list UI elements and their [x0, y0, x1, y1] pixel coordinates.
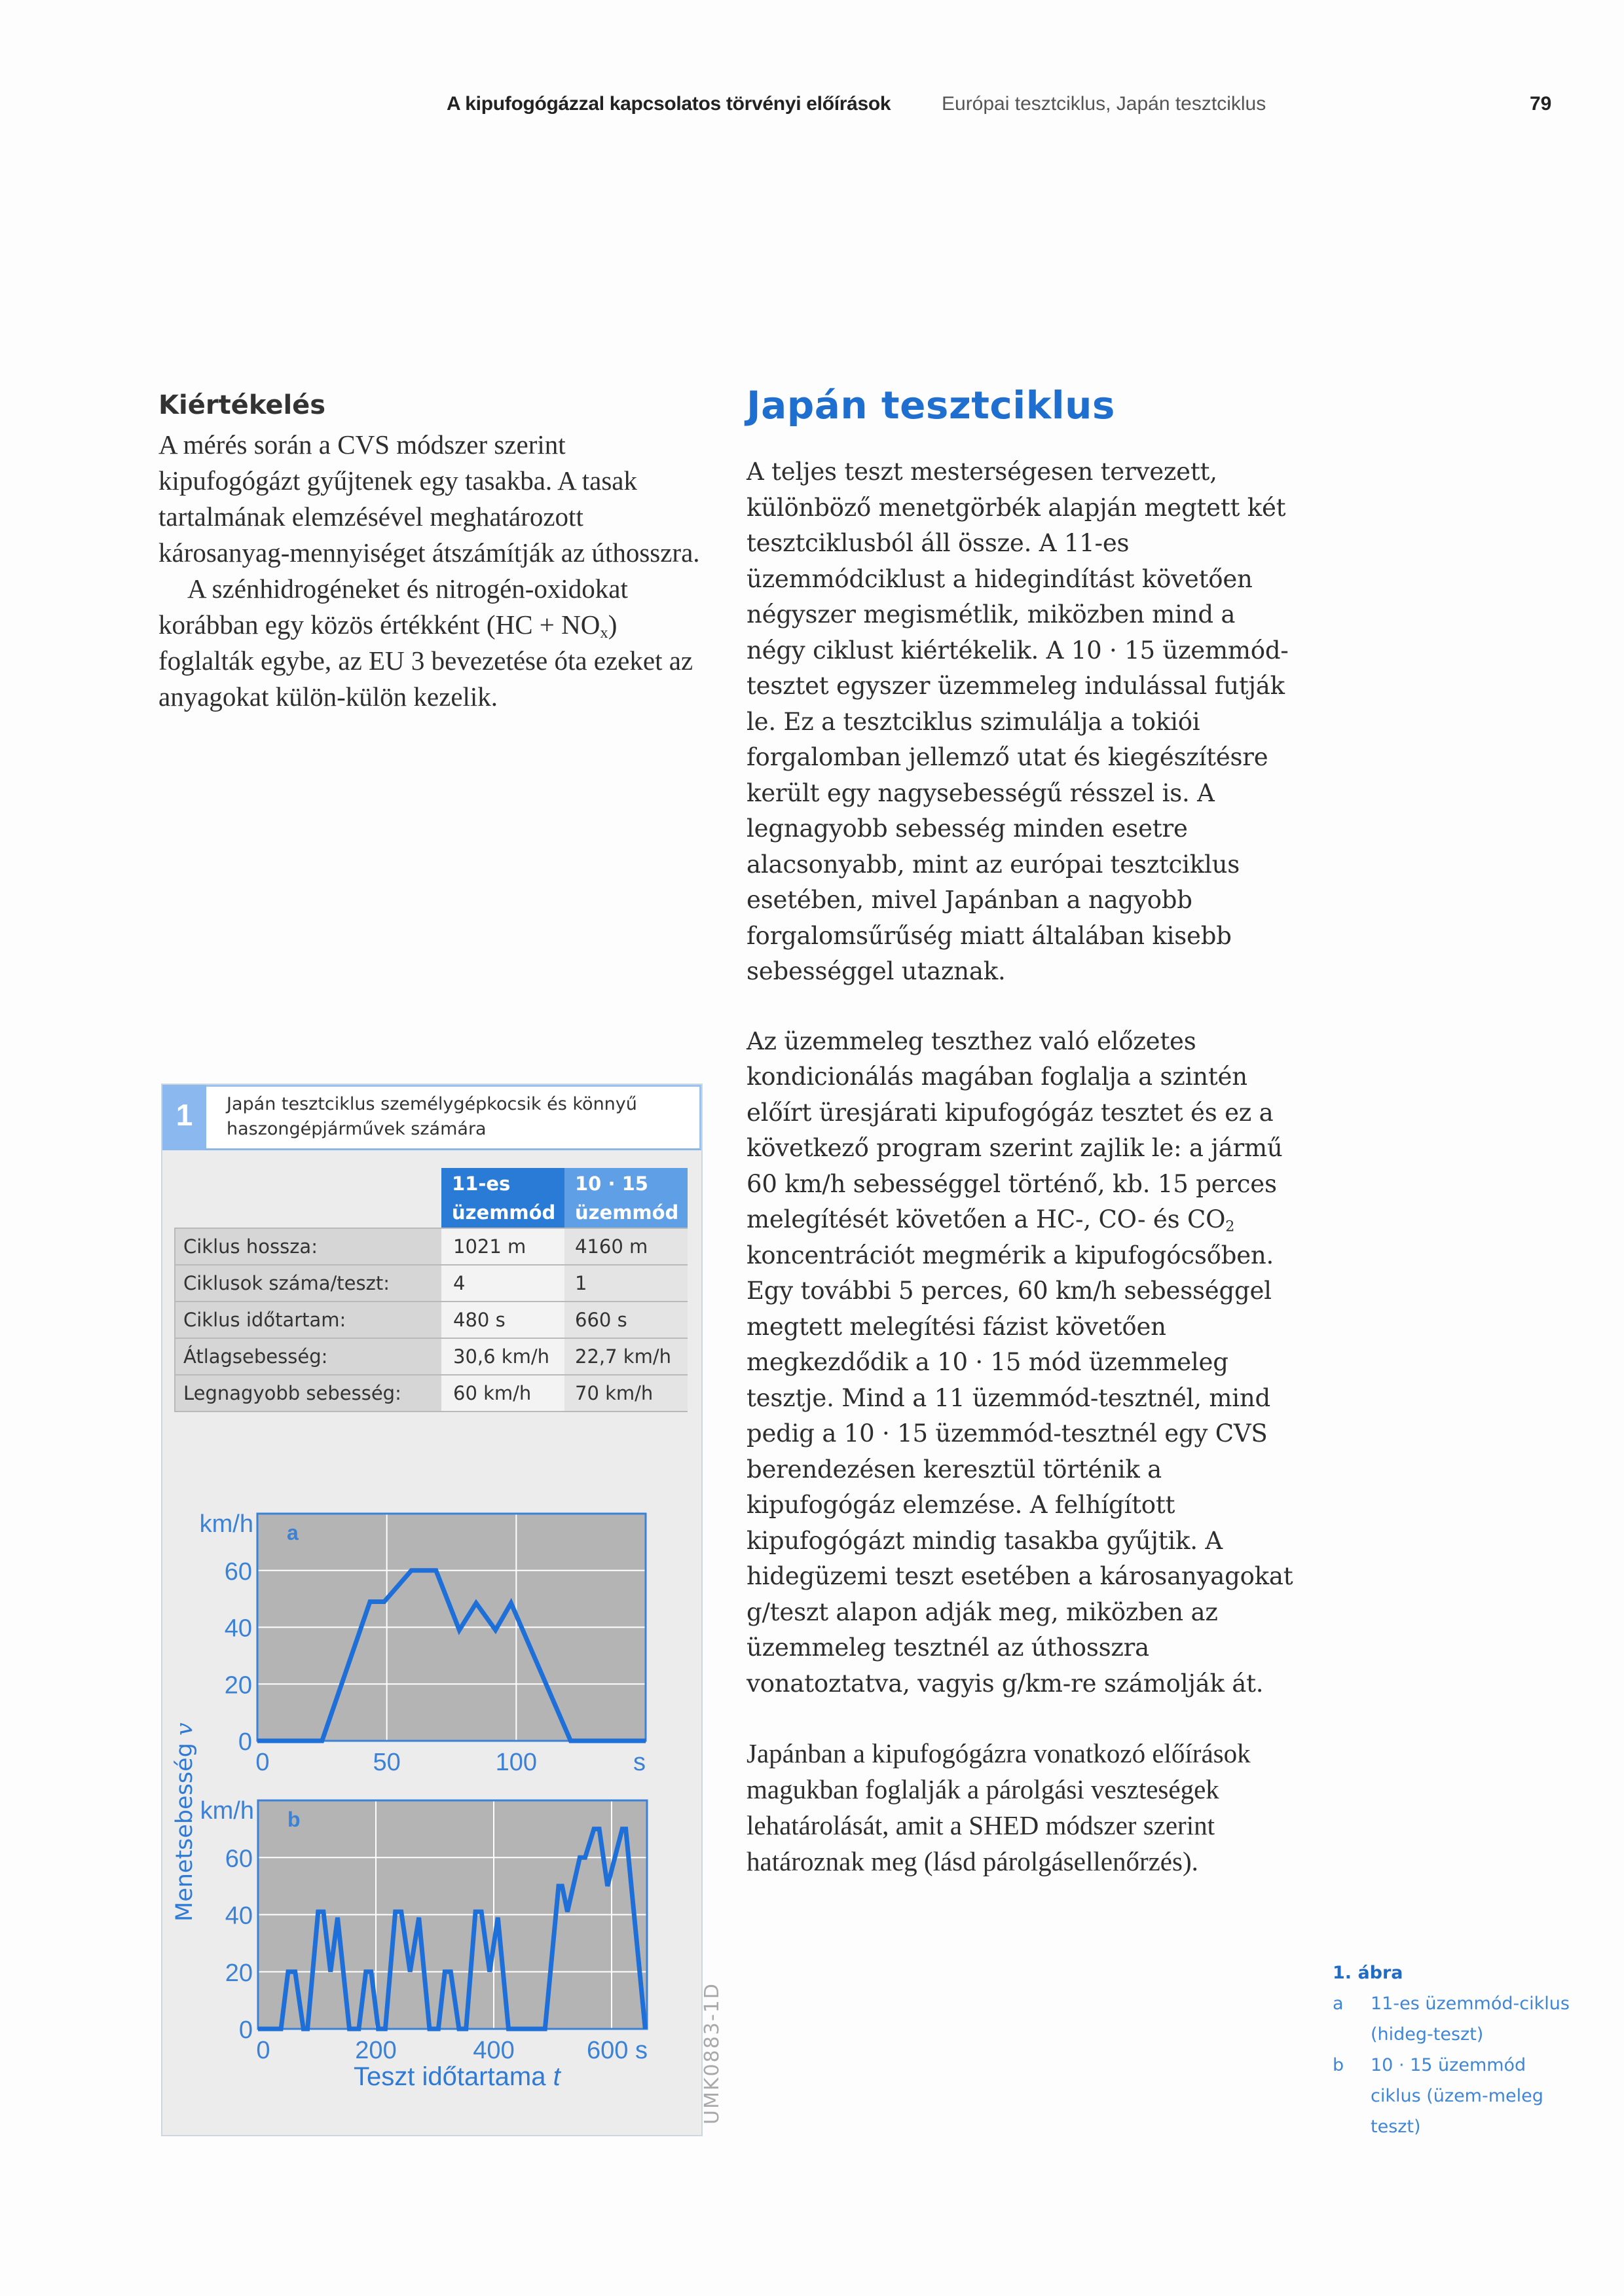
x-tick-label: 0 [256, 2037, 270, 2064]
y-tick-label: 0 [238, 1728, 252, 1756]
row-label: Ciklus hossza: [175, 1228, 441, 1265]
x-tick-label: 600 s [587, 2037, 648, 2064]
x-tick-label: 0 [255, 1749, 270, 1776]
panel-label: b [287, 1808, 301, 1831]
row-label: Ciklus időtartam: [175, 1302, 441, 1338]
caption-item-a [1333, 1988, 1581, 2050]
section-title-japan-tesztciklus: Japán tesztciklus [747, 383, 1115, 428]
paragraph-text: A szénhidrogéneket és nitrogén-oxidokat korábban egy közös értékként (HC + NO [158, 574, 628, 640]
right-column [747, 380, 1300, 1880]
caption-item-b [1333, 2050, 1581, 2142]
y-unit-label: km/h [200, 1797, 254, 1825]
section-heading-kiertekeles: Kiértékelés [158, 390, 326, 420]
left-column [158, 388, 702, 715]
y-tick-label: 40 [225, 1902, 253, 1930]
speed-charts [162, 1085, 704, 2138]
value-11-mode: 4 [441, 1265, 564, 1302]
value-11-mode: 30,6 km/h [441, 1338, 564, 1375]
paragraph-text: koncentrációt megmérik a kipufogócsőben. Egy további 5 perces, 60 km/h sebességgel megtett melegítési fázist követően megkezdődik a 10 · 15 mód üzemmeleg tesztje. Mind a 11 üzemmód-tesztnél, mind pedig a 10 · 15 üzemmód-tesztnél egy CVS berendezésen keresztül történik a kipufogógáz elemzése. A felhígított kipufogógázt mindig tasakba gyűjtik. A hidegüzemi teszt esetében a károsanyagokat g/teszt alapon adják meg, miközben az üzemmeleg tesztnél az úthosszra vonatoztatva, vagyis g/km-re számolják át. [747, 1241, 1293, 1698]
subscript: 2 [1225, 1218, 1235, 1235]
figure-number: 1 [162, 1085, 206, 1150]
x-tick-label: 100 [495, 1749, 538, 1776]
paragraph [747, 1024, 1300, 1702]
paragraph: Japánban a kipufogógázra vonatkozó előírások magukban foglalják a párolgási veszteségek lehatárolását, amit a SHED módszer szerint határoznak meg (lásd párolgásellenőrzés). [747, 1738, 1251, 1876]
x-axis-symbol: t [553, 2062, 561, 2091]
y-tick-label: 60 [224, 1558, 252, 1586]
value-11-mode: 1021 m [441, 1228, 564, 1265]
row-label: Átlagsebesség: [175, 1338, 441, 1375]
value-10-15-mode: 4160 m [564, 1228, 688, 1265]
y-axis-symbol: v [172, 1722, 198, 1736]
y-tick-label: 20 [225, 1959, 253, 1987]
x-tick-label: s [633, 1749, 646, 1776]
x-tick-label: 50 [373, 1749, 401, 1776]
value-10-15-mode: 22,7 km/h [564, 1338, 688, 1375]
subscript: x [600, 624, 608, 642]
value-10-15-mode: 70 km/h [564, 1375, 688, 1412]
column-header-10-15-mode: 10 · 15 üzemmód [564, 1168, 688, 1228]
value-10-15-mode: 1 [564, 1265, 688, 1302]
caption-key: b [1333, 2055, 1344, 2075]
paragraph-text: Az üzemmeleg teszthez való előzetes kondicionálás magában foglalja a szintén előírt üresjárati kipufogógáz tesztet és ez a következő program szerint zajlik le: a jármű 60 km/h sebességgel történő, kb. 15 perces melegítését követően a HC-, CO- és CO [747, 1027, 1283, 1233]
y-axis-label [172, 1722, 198, 1922]
figure-box [161, 1084, 703, 2136]
panel-label: a [287, 1521, 299, 1544]
paragraph [158, 571, 702, 715]
x-tick-label: 400 [473, 2037, 515, 2064]
y-tick-label: 60 [225, 1845, 253, 1873]
figure-caption [1333, 1958, 1581, 2142]
y-axis-label-text: Menetsebesség [172, 1743, 198, 1922]
paragraph: A teljes teszt mesterségesen tervezett, különböző menetgörbék alapján megtett két tesztciklusból áll össze. A 11-es üzemmódciklust a hidegindítást követően négyszer megismétlik, miközben mind a négy ciklust kiértékelik. A 10 · 15 üzemmód-tesztet egyszer üzemmeleg indulással futják le. Ez a tesztciklus szimulálja a tokiói forgalomban jellemző utat és kiegészítésre került egy nagysebességű résszel is. A legnagyobb sebesség minden esetre alacsonyabb, mint az európai tesztciklus esetében, mivel Japánban a nagyobb forgalomsűrűség miatt általában kisebb sebességgel utaznak. [747, 458, 1289, 985]
x-tick-label: 200 [355, 2037, 397, 2064]
running-header-chapter: A kipufogógázzal kapcsolatos törvényi előírások [447, 93, 891, 115]
x-axis-label [354, 2062, 561, 2092]
value-11-mode: 480 s [441, 1302, 564, 1338]
paragraph: A mérés során a CVS módszer szerint kipufogógázt gyűjtenek egy tasakba. A tasak tartalmának elemzésével meghatározott károsanyag-mennyiséget átszámítják az úthosszra. [158, 429, 700, 568]
caption-key: a [1333, 1994, 1344, 2014]
page-number: 79 [1530, 93, 1552, 115]
y-unit-label: km/h [199, 1510, 253, 1538]
figure-code: UMK0883-1D [701, 1982, 724, 2124]
column-header-11-mode: 11-es üzemmód [441, 1168, 564, 1228]
x-axis-label-text: Teszt időtartama [354, 2062, 546, 2091]
caption-text: 10 · 15 üzemmód ciklus (üzem-meleg teszt) [1371, 2055, 1543, 2137]
value-11-mode: 60 km/h [441, 1375, 564, 1412]
caption-text: 11-es üzemmód-ciklus (hideg-teszt) [1371, 1994, 1570, 2045]
value-10-15-mode: 660 s [564, 1302, 688, 1338]
row-label: Legnagyobb sebesség: [175, 1375, 441, 1412]
figure-title: Japán tesztciklus személygépkocsik és könnyű haszongépjárművek számára [227, 1094, 637, 1139]
caption-title: 1. ábra [1333, 1963, 1403, 1983]
paragraph-text: ) foglalták egybe, az EU 3 bevezetése óta ezeket az anyagokat külön-külön kezelik. [158, 610, 693, 712]
y-tick-label: 0 [238, 2016, 253, 2044]
row-label: Ciklusok száma/teszt: [175, 1265, 441, 1302]
y-tick-label: 20 [224, 1671, 252, 1700]
y-tick-label: 40 [224, 1614, 252, 1643]
running-header-section: Európai tesztciklus, Japán tesztciklus [942, 93, 1266, 115]
